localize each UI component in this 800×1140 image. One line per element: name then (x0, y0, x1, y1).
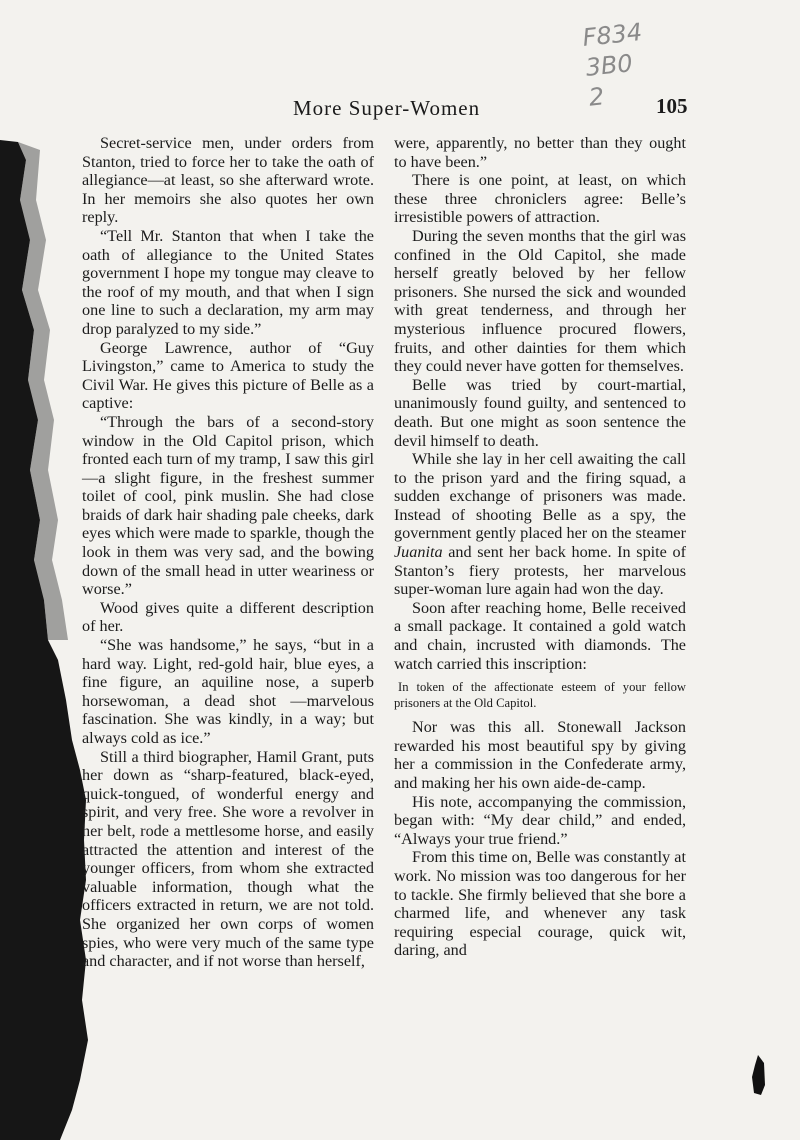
paragraph: Secret-service men, under orders from Stanton, tried to force her to take the oath of allegiance—at least, so she afterward wrote. In her memoirs she also quotes her own reply. (82, 134, 374, 227)
paragraph: His note, accompanying the commission, began with: “My dear child,” and ended, “Always your true friend.” (394, 792, 686, 848)
text-run: and sent her back home. In spite of Stanton’s fiery protests, her marvelous super-woman lure again had won the day. (394, 543, 686, 599)
watch-inscription: In token of the affectionate esteem of your fellow prisoners at the Old Capitol. (394, 680, 686, 711)
text-run: While she lay in her cell awaiting the call to the prison yard and the firing squad, a sudden exchange of prisoners was made. Instead of shooting Belle as a spy, the government gently placed her on the steamer (394, 450, 686, 543)
paragraph: During the seven months that the girl was confined in the Old Capitol, she made herself greatly beloved by her fellow prisoners. She nursed the sick and wounded with great tenderness, and through her mysterious influence procured flowers, fruits, and other dainties for them which they could never have gotten for themselves. (394, 226, 686, 376)
paragraph: Soon after reaching home, Belle received a small package. It contained a gold watch and chain, incrusted with diamonds. The watch carried this inscription: (394, 598, 686, 673)
running-head: More Super-Women (293, 96, 481, 120)
paragraph: “Through the bars of a second-story window in the Old Capitol prison, which fronted each turn of my tramp, I saw this girl—a slight figure, in the freshest summer toilet of cool, pink muslin. She had close braids of dark hair shading pale cheeks, dark eyes which were made to sparkle, though the look in them was very sad, and the bowing down of the small head in utter weariness or worse.” (82, 412, 374, 599)
paragraph: Wood gives quite a different description of her. (82, 598, 374, 636)
ship-name: Juanita (394, 543, 443, 562)
paragraph: “She was handsome,” he says, “but in a hard way. Light, red-gold hair, blue eyes, a fine figure, an aquiline nose, a superb horsewoman, a dead shot —marvelous fascination. She was kindly, in a way; but always cold as ice.” (82, 636, 374, 747)
paragraph: From this time on, Belle was constantly at work. No mission was too dangerous for her to tackle. She firmly believed that she bore a charmed life, and whenever any task requiring especial courage, quick wit, daring, and (394, 848, 686, 960)
paragraph: There is one point, at least, on which these three chroniclers agree: Belle’s irresistible powers of attraction. (394, 171, 686, 227)
left-column (82, 134, 374, 971)
paragraph: Nor was this all. Stonewall Jackson rewarded his most beautiful spy by giving her a commission in the Confederate army, and making her his own aide-de-camp. (394, 718, 686, 792)
annotation-line-3: 2 (587, 82, 606, 112)
juanita-paragraph (394, 450, 686, 599)
page-header (0, 96, 800, 126)
paragraph: George Lawrence, author of “Guy Livingston,” came to America to study the Civil War. He gives this picture of Belle as a captive: (82, 338, 374, 413)
page-number: 105 (656, 94, 688, 118)
continued-paragraph: were, apparently, no better than they ought to have been.” (394, 134, 686, 171)
paragraph: Still a third biographer, Hamil Grant, puts her down as “sharp-featured, black-eyed, quick-tongued, of wonderful energy and spirit, and very free. She wore a revolver in her belt, rode a mettlesome horse, and easily attracted the attention and interest of the younger officers, from whom she extracted valuable information, though what the officers extracted in return, we are not told. She organized her own corps of women spies, who were very much of the same type and character, and if not worse than herself, (82, 747, 374, 971)
annotation-line-2: 3B0 (584, 49, 635, 82)
annotation-line-1: F834 (581, 17, 644, 53)
paragraph: “Tell Mr. Stanton that when I take the oath of allegiance to the United States government I hope my tongue may cleave to the roof of my mouth, and that when I sign one line to such a declaration, my arm may drop paralyzed to my side.” (82, 226, 374, 338)
right-column (394, 134, 686, 960)
paragraph: Belle was tried by court-martial, unanimously found guilty, and sentenced to death. But one might as soon sentence the devil himself to death. (394, 375, 686, 450)
ink-blot (752, 1055, 766, 1095)
